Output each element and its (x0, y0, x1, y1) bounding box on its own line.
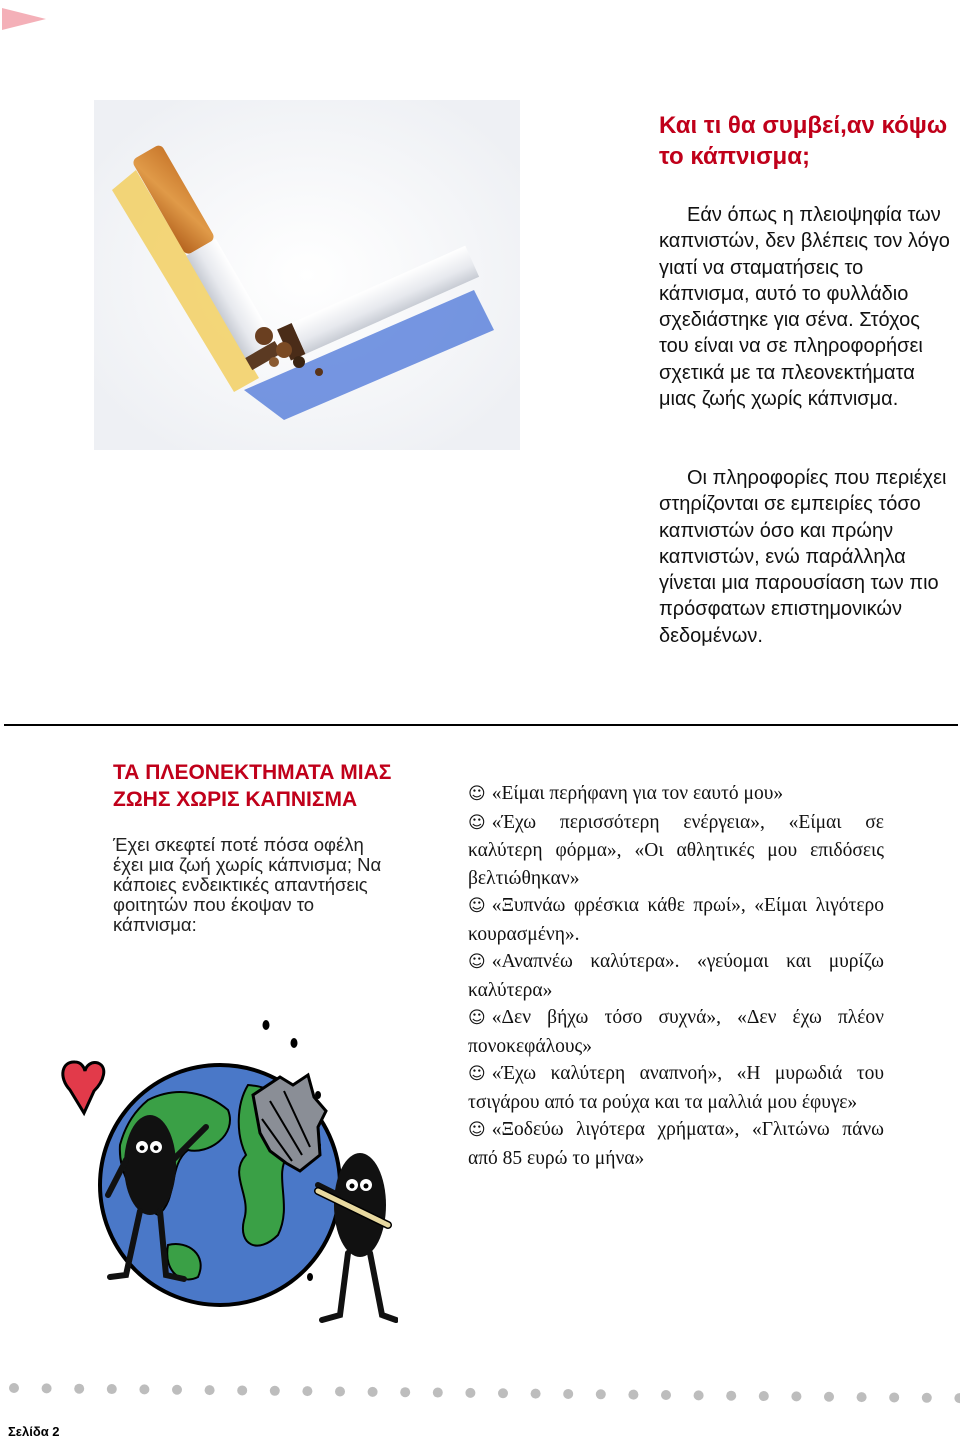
decorative-dot (42, 1383, 52, 1393)
quote-text: «Ξοδεύω λιγότερα χρήματα», «Γλιτώνω πάνω από 85 ευρώ το μήνα» (468, 1119, 884, 1169)
decorative-dot (400, 1387, 410, 1397)
arrow-right-icon (2, 6, 48, 32)
decorative-dot (433, 1388, 443, 1398)
heart-icon (63, 1062, 104, 1113)
smiley-icon: ☺ (468, 1064, 486, 1084)
intro-paragraph-text: Οι πληροφορίες που περιέχει στηρίζονται σε εμπειρίες τόσο καπνιστών όσο και πρώην καπνιστών, ενώ παράλληλα γίνεται μια παρουσίαση των πιο πρόσφατων επιστημονικών δεδομένων. (659, 467, 947, 647)
decorative-dot (205, 1385, 215, 1395)
smiley-icon: ☺ (468, 1120, 486, 1140)
decorative-dot (531, 1389, 541, 1399)
decorative-dot (628, 1390, 638, 1400)
decorative-dot (335, 1387, 345, 1397)
decorative-dot (498, 1388, 508, 1398)
page-title: Και τι θα συμβεί,αν κόψω το κάπνισμα; (659, 112, 948, 170)
smiley-icon: ☺ (468, 1008, 486, 1028)
broken-cigarette-image (94, 100, 520, 450)
list-item (468, 1004, 884, 1060)
list-item (468, 892, 884, 948)
decorative-dot (237, 1385, 247, 1395)
decorative-dot (302, 1386, 312, 1396)
intro-paragraph (659, 465, 955, 649)
quotes-list (468, 780, 884, 1172)
list-item (468, 780, 884, 809)
smiley-icon: ☺ (468, 896, 486, 916)
list-item (468, 809, 884, 893)
quote-text: «Έχω περισσότερη ενέργεια», «Είμαι σε καλύτερη φόρμα», «Οι αθλητικές μου επιδόσεις βελτιώθηκαν» (468, 811, 884, 889)
decorative-dot (954, 1393, 960, 1403)
decorative-dot (922, 1393, 932, 1403)
list-item (468, 1060, 884, 1116)
decorative-dot (694, 1390, 704, 1400)
list-item (468, 1116, 884, 1172)
decorative-dot (596, 1389, 606, 1399)
section-heading: ΤΑ ΠΛΕΟΝΕΚΤΗΜΑΤΑ ΜΙΑΣ ΖΩΗΣ ΧΩΡΙΣ ΚΑΠΝΙΣΜΑ (113, 761, 392, 811)
decorative-dot (661, 1390, 671, 1400)
decorative-dot (791, 1391, 801, 1401)
smiley-icon: ☺ (468, 952, 486, 972)
decorative-dot (270, 1386, 280, 1396)
section-intro-text: Έχει σκεφτεί ποτέ πόσα οφέλη έχει μια ζωή χωρίς κάπνισμα; Να κάποιες ενδεικτικές απαντήσεις φοιτητών που έκοψαν το κάπνισμα: (113, 834, 382, 935)
decorative-dot (9, 1383, 19, 1393)
decorative-dot (139, 1384, 149, 1394)
decorative-dot (74, 1384, 84, 1394)
decorative-dot (759, 1391, 769, 1401)
smiley-icon: ☺ (468, 812, 486, 833)
intro-paragraph (659, 202, 955, 412)
decorative-dot (465, 1388, 475, 1398)
quote-text: «Είμαι περήφανη για τον εαυτό μου» (491, 783, 784, 804)
quote-text: «Δεν βήχω τόσο συχνά», «Δεν έχω πλέον πονοκεφάλους» (468, 1007, 884, 1057)
decorative-dot (563, 1389, 573, 1399)
quote-text: «Ξυπνάω φρέσκια κάθε πρωί», «Είμαι λιγότερο κουρασμένη». (468, 895, 884, 945)
decorative-dot (107, 1384, 117, 1394)
quote-text: «Αναπνέω καλύτερα». «γεύομαι και μυρίζω καλύτερα» (468, 951, 884, 1001)
smiley-icon: ☺ (468, 784, 486, 804)
earth-cleaning-cartoon (48, 1015, 398, 1365)
page-number: Σελίδα 2 (8, 1424, 60, 1439)
decorative-dot (857, 1392, 867, 1402)
section-divider (4, 724, 958, 726)
decorative-dots-row (0, 1378, 960, 1408)
intro-paragraph-text: Εάν όπως η πλειοψηφία των καπνιστών, δεν βλέπεις τον λόγο γιατί να σταματήσεις το κάπνισμα, αυτό το φυλλάδιο σχεδιάστηκε για σένα. Στόχος του είναι να σε πληροφορήσει σχετικά με τα πλεονεκτήματα μιας ζωής χωρίς κάπνισμα. (659, 204, 950, 411)
decorative-dot (172, 1385, 182, 1395)
decorative-dot (824, 1392, 834, 1402)
decorative-dot (726, 1391, 736, 1401)
decorative-dot (889, 1392, 899, 1402)
list-item (468, 948, 884, 1004)
quote-text: «Έχω καλύτερη αναπνοή», «Η μυρωδιά του τσιγάρου από τα ρούχα και τα μαλλιά μου έφυγε» (468, 1063, 884, 1113)
decorative-dot (368, 1387, 378, 1397)
